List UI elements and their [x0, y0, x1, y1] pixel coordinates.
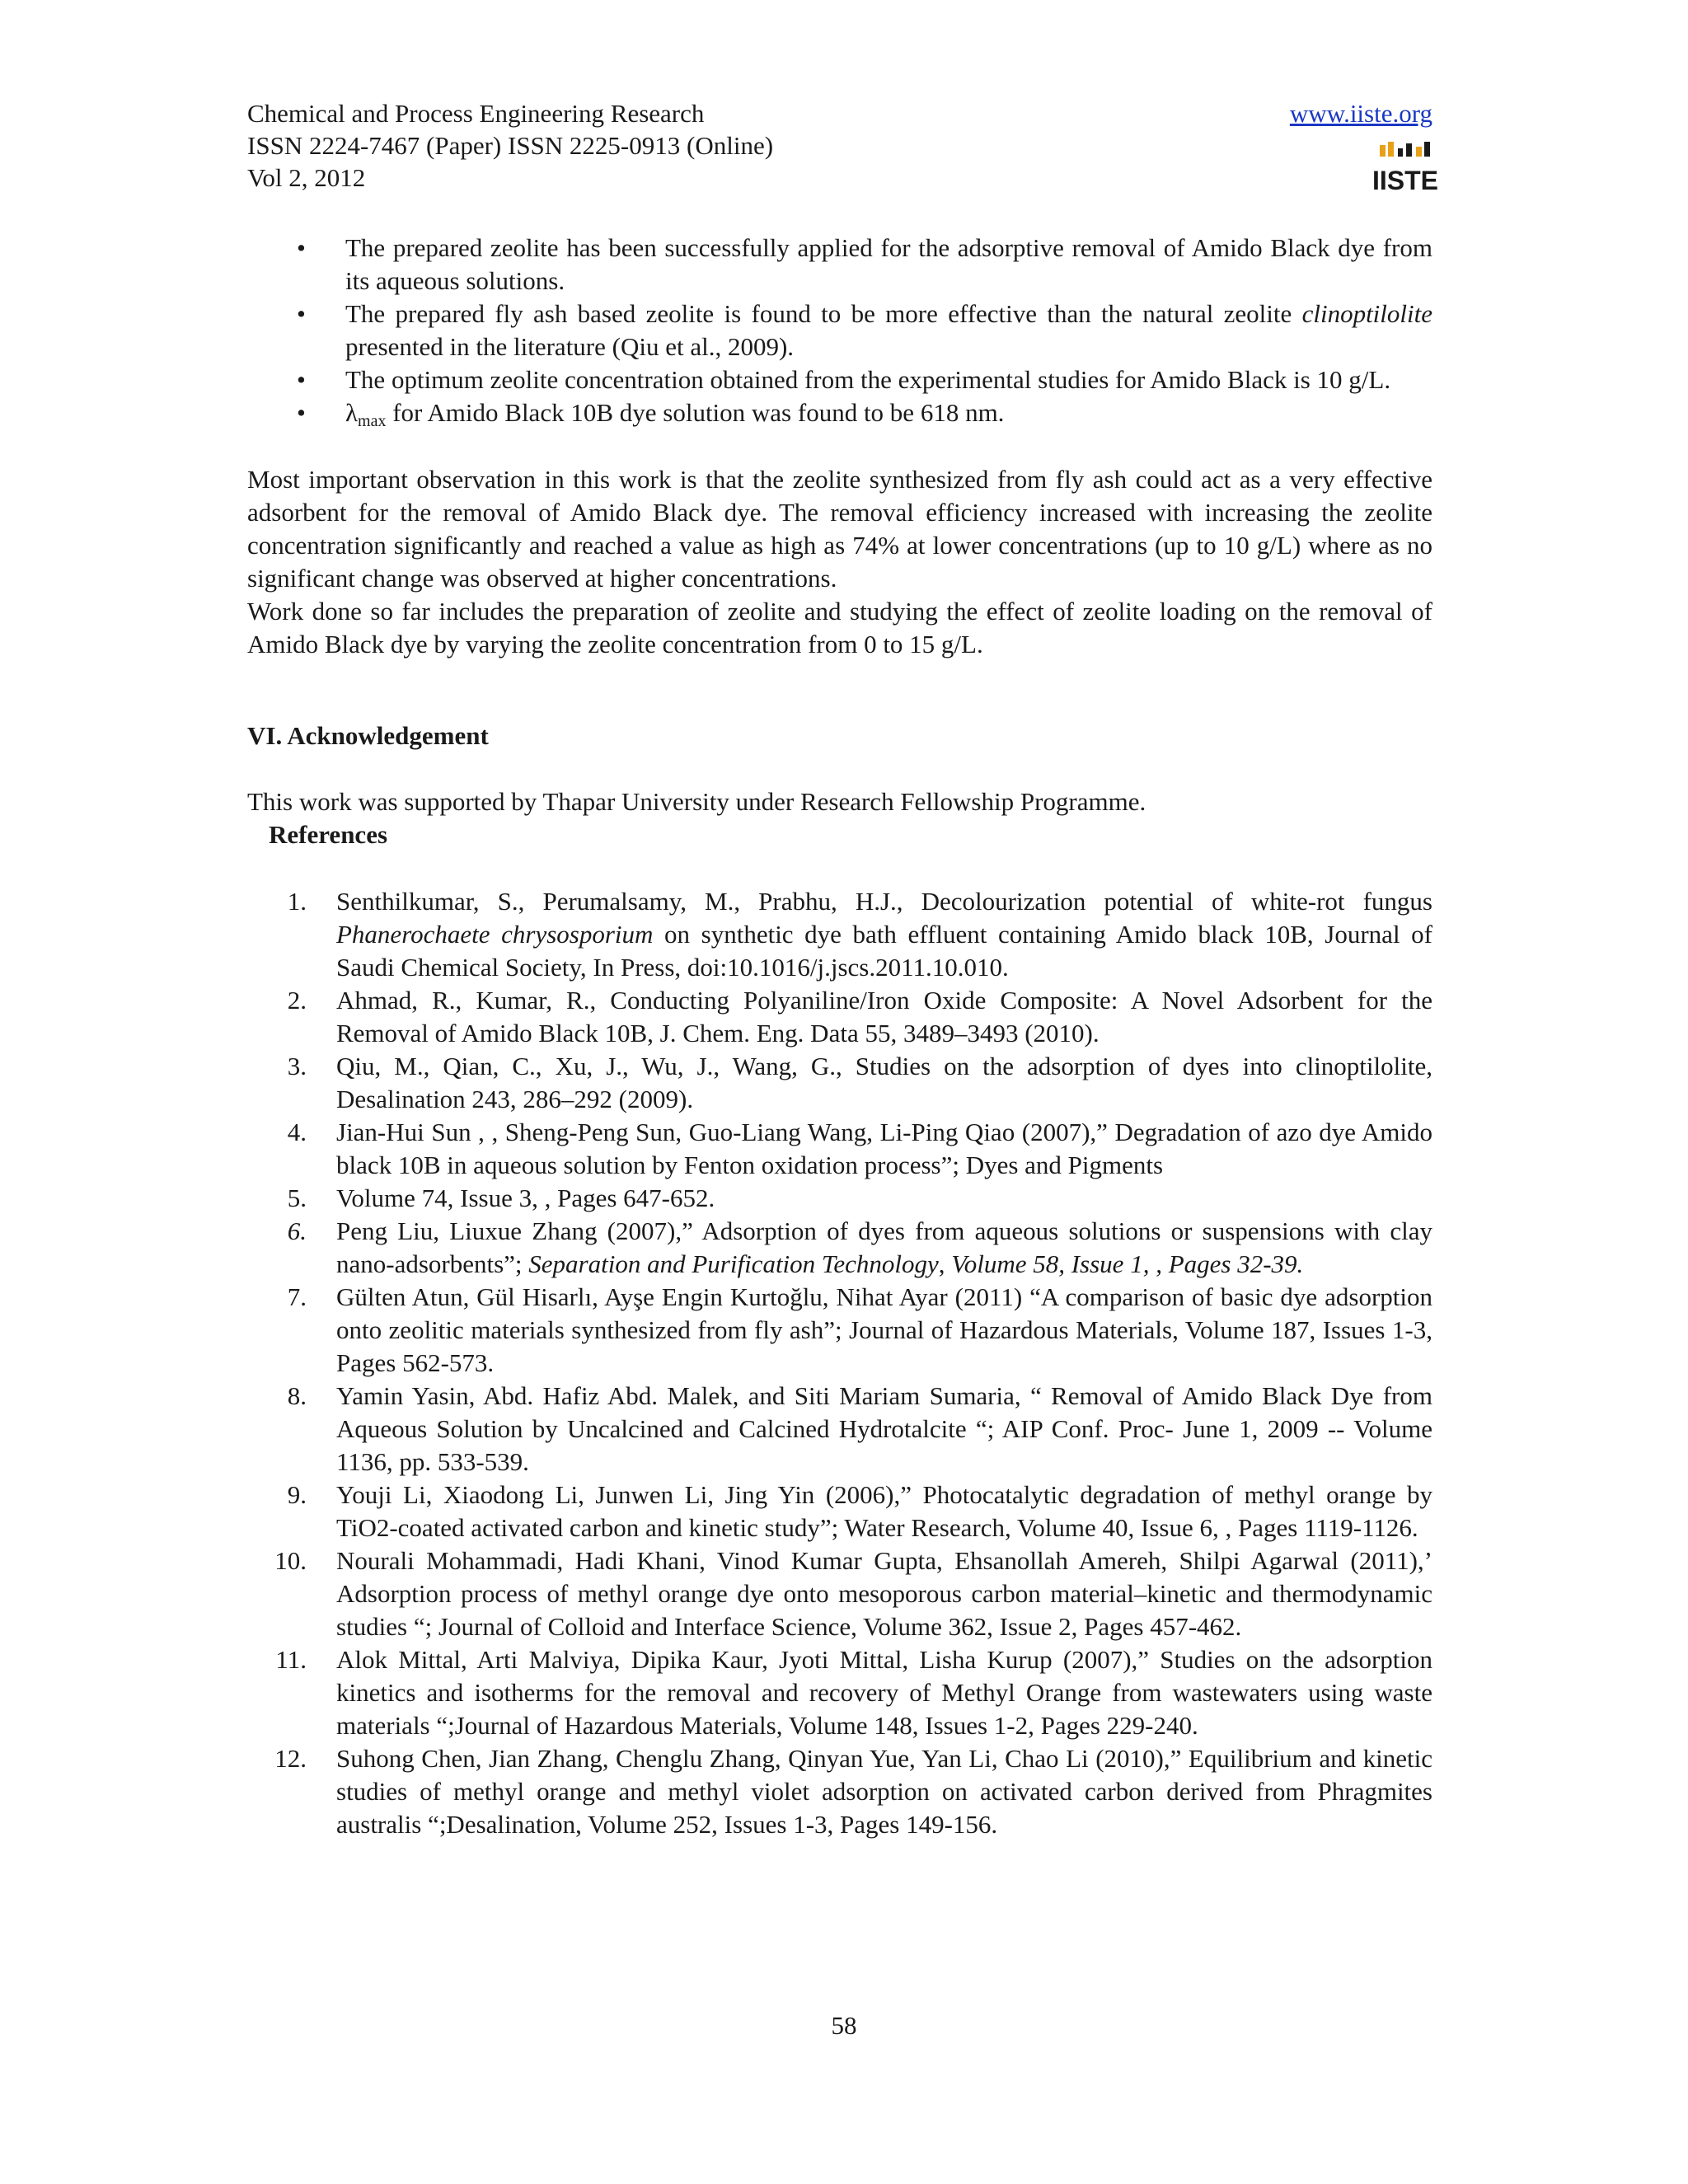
reference-item: 1. Senthilkumar, S., Perumalsamy, M., Prabhu, H.J., Decolourization potential of white-rot fungus Phanerochaete chrysosporium on synthetic dye bath effluent containing Amido black 10B, Journal of Saudi Chemical Society, In Press, doi:10.1016/j.jscs.2011.10.010. — [287, 887, 1432, 982]
reference-item: 5. Volume 74, Issue 3, , Pages 647-652. — [287, 1183, 715, 1212]
logo-text: IISTE — [1372, 166, 1439, 195]
reference-item: 9. Youji Li, Xiaodong Li, Junwen Li, Jing Yin (2006),” Photocatalytic degradation of methyl orange by TiO2-coated activated carbon and kinetic study”; Water Research, Volume 40, Issue 6, , Pages 1119-1126. — [287, 1480, 1432, 1542]
references-heading: References — [269, 820, 388, 849]
journal-issn: ISSN 2224-7467 (Paper) ISSN 2225-0913 (Online) — [247, 131, 774, 160]
bullet-item: • The prepared fly ash based zeolite is found to be more effective than the natural zeolite clinoptilolite presented in the literature (Qiu et al., 2009). — [297, 299, 1432, 361]
bullet-dot-icon: • — [297, 398, 306, 427]
work-done-paragraph: Work done so far includes the preparation of zeolite and studying the effect of zeolite loading on the removal of Amido Black dye by varying the zeolite concentration from 0 to 15 g/L. — [247, 597, 1432, 658]
acknowledgement-heading: VI. Acknowledgement — [247, 721, 489, 750]
reference-list — [247, 885, 1432, 1841]
reference-item: 7. Gülten Atun, Gül Hisarlı, Ayşe Engin Kurtoğlu, Nihat Ayar (2011) “A comparison of basic dye adsorption onto zeolitic materials synthesized from fly ash”; Journal of Hazardous Materials, Volume 187, Issues 1-3, Pages 562-573. — [287, 1282, 1432, 1377]
acknowledgement-text: This work was supported by Thapar University under Research Fellowship Programme. — [247, 787, 1146, 816]
reference-item: 3. Qiu, M., Qian, C., Xu, J., Wu, J., Wang, G., Studies on the adsorption of dyes into clinoptilolite, Desalination 243, 286–292 (2009). — [287, 1052, 1432, 1113]
bullet-item: • The optimum zeolite concentration obtained from the experimental studies for Amido Black is 10 g/L. — [247, 363, 1432, 396]
observation-paragraph: Most important observation in this work is that the zeolite synthesized from fly ash could act as a very effective adsorbent for the removal of Amido Black dye. The removal efficiency increased with increasing the zeolite concentration significantly and reached a value as high as 74% at lower concentrations (up to 10 g/L) where as no significant change was observed at higher concentrations. — [247, 465, 1432, 593]
bullet-dot-icon: • — [297, 299, 306, 328]
reference-item: 11. Alok Mittal, Arti Malviya, Dipika Kaur, Jyoti Mittal, Lisha Kurup (2007),” Studies on the adsorption kinetics and isotherms for the removal and recovery of Methyl Orange from wastewaters using waste materials “;Journal of Hazardous Materials, Volume 148, Issues 1-2, Pages 229-240. — [275, 1645, 1432, 1740]
journal-header — [247, 97, 1439, 195]
website-link[interactable]: www.iiste.org — [1289, 99, 1432, 128]
bullet-dot-icon: • — [297, 233, 306, 262]
bullet-item: • $\lambda_{max}$ for Amido Black 10B dye solution was found to be 618 nm. — [297, 398, 1005, 430]
bullet-dot-icon: • — [297, 365, 306, 394]
page-number: 58 — [831, 2011, 857, 2040]
reference-item: 8. Yamin Yasin, Abd. Hafiz Abd. Malek, and Siti Mariam Sumaria, “ Removal of Amido Black Dye from Aqueous Solution by Uncalcined and Calcined Hydrotalcite “; AIP Conf. Proc- June 1, 2009 -- Volume 1136, pp. 533-539. — [287, 1381, 1432, 1476]
reference-item: 6. Peng Liu, Liuxue Zhang (2007),” Adsorption of dyes from aqueous solutions or suspensions with clay nano-adsorbents”; Separation and Purification Technology, Volume 58, Issue 1, , Pages 32-39. — [287, 1216, 1432, 1278]
reference-item: 12. Suhong Chen, Jian Zhang, Chenglu Zhang, Qinyan Yue, Yan Li, Chao Li (2010),” Equilibrium and kinetic studies of methyl orange and methyl violet adsorption on activated carbon derived from Phragmites australis “;Desalination, Volume 252, Issues 1-3, Pages 149-156. — [274, 1744, 1432, 1839]
reference-item: 2. Ahmad, R., Kumar, R., Conducting Polyaniline/Iron Oxide Composite: A Novel Adsorbent for the Removal of Amido Black 10B, J. Chem. Eng. Data 55, 3489–3493 (2010). — [287, 986, 1432, 1047]
bullet-item: • The prepared zeolite has been successfully applied for the adsorptive removal of Amido Black dye from its aqueous solutions. — [297, 233, 1432, 295]
reference-item: 4. Jian-Hui Sun , , Sheng-Peng Sun, Guo-Liang Wang, Li-Ping Qiao (2007),” Degradation of azo dye Amido black 10B in aqueous solution by Fenton oxidation process”; Dyes and Pigments — [287, 1118, 1432, 1179]
iiste-logo-icon — [1372, 140, 1439, 195]
journal-title: Chemical and Process Engineering Research — [247, 99, 705, 128]
journal-volume: Vol 2, 2012 — [247, 163, 366, 192]
conclusion-bullets — [247, 232, 1432, 438]
reference-item: 10. Nourali Mohammadi, Hadi Khani, Vinod Kumar Gupta, Ehsanollah Amereh, Shilpi Agarwal (2011),’ Adsorption process of methyl orange dye onto mesoporous carbon material–kinetic and thermodynamic studies “; Journal of Colloid and Interface Science, Volume 362, Issue 2, Pages 457-462. — [274, 1546, 1432, 1641]
